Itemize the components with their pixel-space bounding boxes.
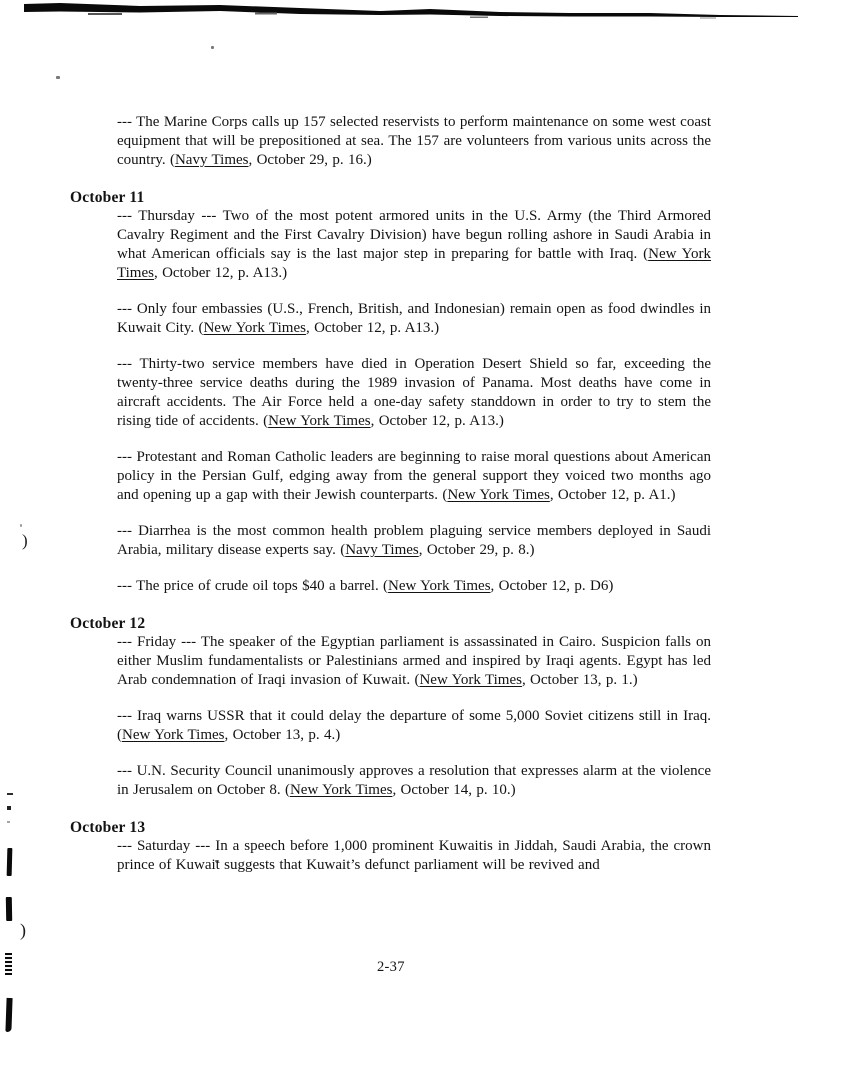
news-item-paragraph xyxy=(117,355,711,431)
scan-mark-dash xyxy=(7,793,13,795)
paragraph-text: --- Friday --- The speaker of the Egyptian parliament is assassinated in Cairo. Suspicion falls on either Muslim fundamentalists or Palestinians armed and inspired by Iraqi agents. Egypt has led Arab condemnation of Iraqi invasion of Kuwait. ( xyxy=(117,634,711,688)
paragraph-text: --- The Marine Corps calls up 157 selected reservists to perform maintenance on some west coast equipment that will be prepositioned at sea. The 157 are volunteers from various units across the country. ( xyxy=(117,114,711,168)
news-item-paragraph xyxy=(117,522,711,560)
scan-artifact-top-bar xyxy=(0,0,850,30)
news-item-paragraph xyxy=(117,762,711,800)
citation-source: New York Times xyxy=(388,578,491,594)
scan-speck xyxy=(20,524,22,527)
news-item-paragraph xyxy=(117,577,711,596)
paragraph-text: , October 29, p. 16.) xyxy=(248,152,372,168)
date-heading: October 12 xyxy=(70,615,146,632)
scan-mark-tick xyxy=(7,821,10,823)
citation-source: New York Times xyxy=(447,487,550,503)
paragraph-text: , October 12, p. A1.) xyxy=(549,487,676,503)
citation-source: New York Times xyxy=(419,672,522,688)
scan-speck xyxy=(211,46,214,49)
date-heading: October 13 xyxy=(70,819,146,836)
citation-source: New York Times xyxy=(203,320,306,336)
citation-source: New York Times xyxy=(268,413,371,429)
page-number: 2-37 xyxy=(377,959,405,975)
citation-source: New York Times xyxy=(122,727,225,743)
news-item-paragraph xyxy=(117,300,711,338)
news-item-paragraph xyxy=(117,207,711,283)
scan-speck xyxy=(56,76,60,79)
citation-source: Navy Times xyxy=(345,542,419,558)
paragraph-text: --- Iraq warns USSR that it could delay the departure of some 5,000 Soviet citizens still in Iraq. ( xyxy=(117,708,711,743)
scan-mark-hash xyxy=(5,953,12,975)
news-item-paragraph xyxy=(117,448,711,505)
document-body xyxy=(70,113,711,892)
paragraph-text: --- U.N. Security Council unanimously approves a resolution that expresses alarm at the violence in Jerusalem on October 8. ( xyxy=(117,763,711,798)
citation-source: Navy Times xyxy=(174,152,249,168)
paragraph-text: , October 13, p. 4.) xyxy=(224,727,341,743)
scan-mark-paren: ) xyxy=(22,531,28,550)
paragraph-text: , October 12, p. A13.) xyxy=(305,320,440,336)
paragraph-text: , October 29, p. 8.) xyxy=(418,542,535,558)
citation-source: New York Times xyxy=(117,246,711,281)
paragraph-text: , October 12, p. A13.) xyxy=(153,265,288,281)
scan-mark-square xyxy=(7,806,11,810)
paragraph-text: --- Thursday --- Two of the most potent armored units in the U.S. Army (the Third Armored Cavalry Regiment and the First Cavalry Division) have begun rolling ashore in Saudi Arabia in what American officials say is the last major step in preparing for battle with Iraq. ( xyxy=(117,208,711,262)
paragraph-text: --- Protestant and Roman Catholic leaders are beginning to raise moral questions about American policy in the Persian Gulf, edging away from the general support they voiced two months ago and opening up a gap with their Jewish counterparts. ( xyxy=(117,449,711,503)
paragraph-text: , October 14, p. 10.) xyxy=(392,782,516,798)
news-item-paragraph xyxy=(117,113,711,170)
scan-mark-bar xyxy=(7,848,13,876)
news-item-paragraph xyxy=(117,707,711,745)
scan-mark-bracket xyxy=(5,998,12,1032)
scan-mark-bar xyxy=(6,897,12,921)
paragraph-text: , October 12, p. A13.) xyxy=(370,413,504,429)
paragraph-text: --- Thirty-two service members have died in Operation Desert Shield so far, exceeding the twenty-three service deaths during the 1989 invasion of Panama. Most deaths have come in aircraft accidents. The Air Force held a one-day safety standdown in order to try to stem the rising tide of accidents. ( xyxy=(117,356,711,429)
paragraph-text: , October 12, p. D6) xyxy=(490,578,614,594)
news-item-paragraph xyxy=(117,633,711,690)
paragraph-text: --- Saturday --- In a speech before 1,000 prominent Kuwaitis in Jiddah, Saudi Arabia, the crown prince of Kuwait suggests that Kuwait’s defunct parliament will be revived and xyxy=(117,838,711,873)
paragraph-text: , October 13, p. 1.) xyxy=(521,672,638,688)
paragraph-text: --- The price of crude oil tops $40 a barrel. ( xyxy=(117,578,389,594)
paragraph-text: --- Diarrhea is the most common health problem plaguing service members deployed in Saudi Arabia, military disease experts say. ( xyxy=(117,523,711,558)
citation-source: New York Times xyxy=(289,782,393,798)
news-item-paragraph xyxy=(117,837,711,875)
scan-mark-paren: ) xyxy=(20,920,26,940)
paragraph-text: --- Only four embassies (U.S., French, British, and Indonesian) remain open as food dwindles in Kuwait City. ( xyxy=(117,301,711,336)
date-heading: October 11 xyxy=(70,189,145,206)
